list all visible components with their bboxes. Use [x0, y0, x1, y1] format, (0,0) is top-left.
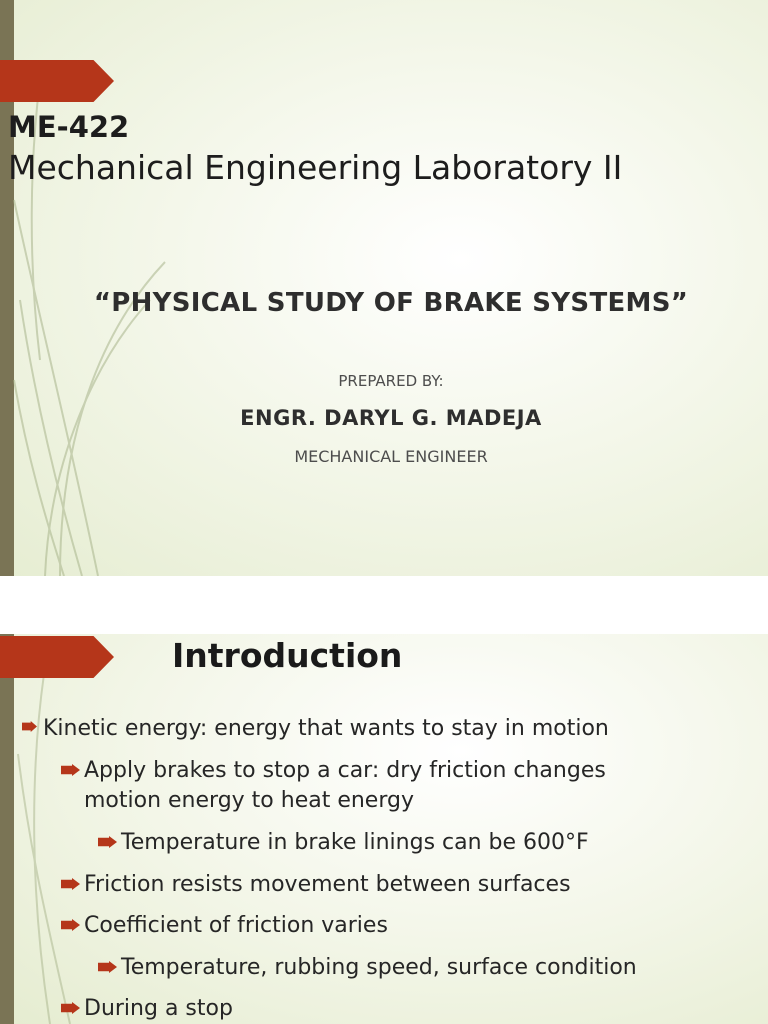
arrow-bullet-icon: [98, 961, 117, 973]
bullet-text: Friction resists movement between surfaces: [84, 872, 571, 897]
course-code: ME-422: [8, 110, 130, 144]
author-name: ENGR. DARYL G. MADEJA: [240, 406, 542, 430]
bullet-item: [98, 828, 589, 858]
bullet-item: [61, 870, 571, 900]
slide-gap: [0, 576, 768, 634]
bullet-item: [22, 714, 609, 744]
bullet-item: [61, 911, 388, 941]
introduction-slide: [0, 634, 768, 1024]
prepared-by-label: PREPARED BY:: [338, 372, 444, 390]
bullet-text: During a stop: [84, 996, 233, 1021]
topic-title: “PHYSICAL STUDY OF BRAKE SYSTEMS”: [93, 288, 689, 318]
arrow-bullet-icon: [98, 836, 117, 848]
bullet-text: Apply brakes to stop a car: dry friction changes: [84, 758, 606, 783]
bullet-text: Kinetic energy: energy that wants to stay in motion: [43, 716, 609, 741]
arrow-bullet-icon: [22, 721, 37, 732]
arrow-bullet-icon: [61, 919, 80, 931]
bullet-item: [98, 953, 637, 983]
bullet-text: Temperature in brake linings can be 600°F: [121, 830, 589, 855]
bullet-text: Coefficient of friction varies: [84, 913, 388, 938]
accent-tab: [0, 60, 114, 102]
bullet-text: Temperature, rubbing speed, surface condition: [121, 955, 637, 980]
course-name: Mechanical Engineering Laboratory II: [8, 148, 623, 187]
bullet-item: [61, 756, 606, 786]
bullet-continuation: [84, 786, 414, 816]
bullet-text: motion energy to heat energy: [84, 788, 414, 813]
arrow-bullet-icon: [61, 764, 80, 776]
slide-title: Introduction: [172, 636, 403, 675]
arrow-bullet-icon: [61, 878, 80, 890]
bullet-item: [61, 994, 233, 1024]
arrow-bullet-icon: [61, 1002, 80, 1014]
author-role: MECHANICAL ENGINEER: [294, 447, 488, 466]
accent-tab: [0, 636, 114, 678]
